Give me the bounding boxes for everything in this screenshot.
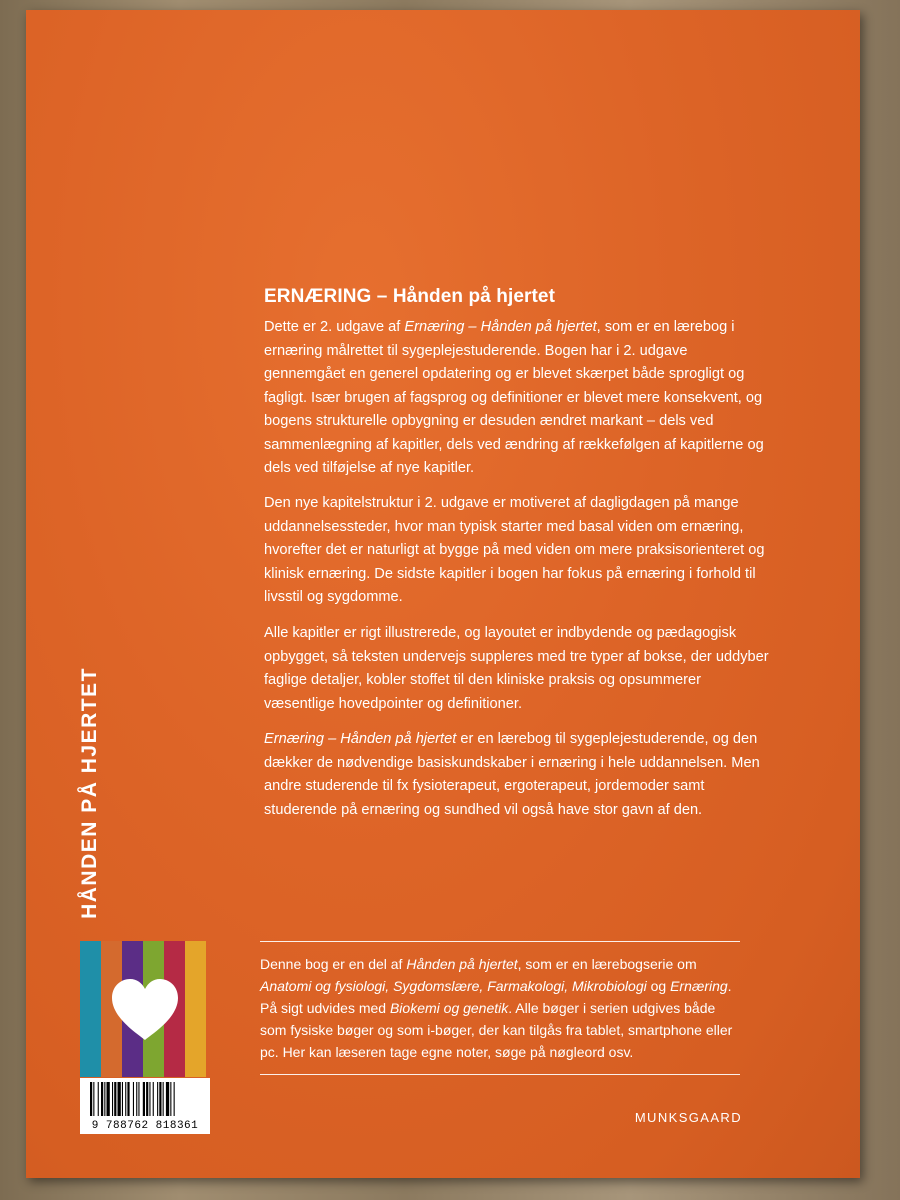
barcode-bar [114, 1082, 116, 1116]
barcode-bar [104, 1082, 105, 1116]
barcode-bar [93, 1082, 94, 1116]
description-paragraph-3: Alle kapitler er rigt illustrerede, og layoutet er indbydende og pædagogisk opbygget, så teksten undervejs suppleres med tre typer af bokse, der uddyber faglige detaljer, kobler stoffet til den kliniske praksis og opsummerer væsentlige hovedpointer og definitioner. [264, 625, 769, 712]
barcode-bar [170, 1082, 171, 1116]
barcode-bar [146, 1082, 148, 1116]
barcode-bar [149, 1082, 150, 1116]
barcode-bars [90, 1082, 202, 1116]
divider-bottom [260, 1074, 740, 1075]
barcode-bar [159, 1082, 161, 1116]
book-title: ERNÆRING – Hånden på hjertet [264, 286, 556, 307]
barcode-bar [133, 1082, 134, 1116]
book-title-italic: Ernæring – Hånden på hjertet [404, 319, 597, 335]
barcode-bar [101, 1082, 103, 1116]
description-paragraph-1: Dette er 2. udgave af Ernæring – Hånden på hjertet, som er en lærebog i ernæring målrettet til sygeplejestuderende. Bogen har i 2. udgave gennemgået en generel opdatering og er blevet skærpet både sprogligt og fagligt. Især brugen af fagsprog og definitioner er blevet mere konsekvent, og bogens strukturelle opbygning er desuden ændret markant – dels ved sammenlægning af kapitler, dels ved ændring af rækkefølgen af kapitlerne og dels ved tilføjelse af nye kapitler. [264, 319, 764, 476]
barcode-bar [127, 1082, 129, 1116]
description-paragraph-2: Den nye kapitelstruktur i 2. udgave er motiveret af dagligdagen på mange uddannelsessteder, hvor man typisk starter med basal viden om ernæring, hvorefter det er naturligt at bygge på med viden om mere praksisorienteret og klinisk ernæring. De sidste kapitler i bogen har fokus på ernæring i forhold til livsstil og sygdomme. [264, 495, 765, 605]
heart-icon [110, 978, 180, 1042]
barcode-bar [107, 1082, 110, 1116]
publisher-name: MUNKSGAARD [634, 1110, 742, 1125]
stripe-6 [185, 941, 206, 1077]
barcode-bar [174, 1082, 175, 1116]
barcode-bar [153, 1082, 154, 1116]
barcode-bar [90, 1082, 92, 1116]
barcode-bar [98, 1082, 99, 1116]
description-paragraph-4: Ernæring – Hånden på hjertet er en lærebog til sygeplejestuderende, og den dækker de nødvendige basiskundskaber i ernæring i hele uddannelsen. Men andre studerende til fx fysioterapeut, ergoterapeut, jordemoder samt studerende på ernæring og sundhed vil også have stor gavn af den. [264, 731, 760, 818]
barcode-bar [138, 1082, 139, 1116]
book-back-cover [26, 10, 860, 1178]
barcode-bar [166, 1082, 169, 1116]
barcode-bar [118, 1082, 121, 1116]
isbn-number: 9 788762 818361 [91, 1120, 199, 1132]
barcode-bar [112, 1082, 113, 1116]
barcode-bar [122, 1082, 123, 1116]
barcode-bar [136, 1082, 137, 1116]
book-title-italic: Ernæring – Hånden på hjertet [264, 731, 457, 747]
series-info-text: Denne bog er en del af Hånden på hjertet, som er en lærebogserie om Anatomi og fysiologi, Sygdomslære, Farmakologi, Mikrobiologi og Ernæring. På sigt udvides med Biokemi og genetik. Alle bøger i serien udgives både som fysiske bøger og som i-bøger, der kan tilgås fra tablet, smartphone eller pc. Her kan læseren tage egne noter, søge på nøgleord osv. [260, 956, 733, 1060]
barcode-bar [125, 1082, 126, 1116]
isbn-barcode [80, 1078, 210, 1134]
series-name-vertical: HÅNDEN PÅ HJERTET [78, 667, 101, 919]
barcode-bar [157, 1082, 158, 1116]
divider-top [260, 941, 740, 942]
stripe-1 [80, 941, 101, 1077]
barcode-bar [163, 1082, 164, 1116]
barcode-bar [143, 1082, 145, 1116]
